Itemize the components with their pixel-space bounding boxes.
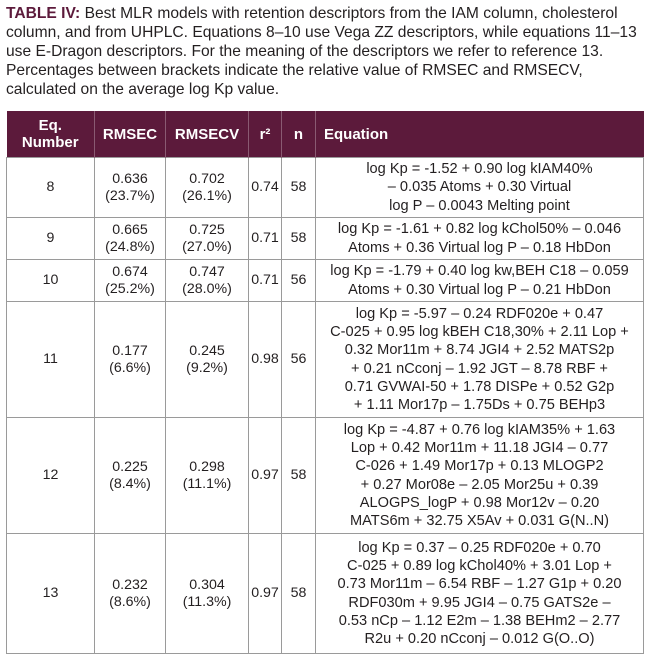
- r2-value: 0.74: [251, 179, 279, 195]
- rmsec-percent: (8.4%): [109, 475, 151, 492]
- cell-rmsecv: [166, 158, 249, 218]
- header-eq-number: Eq. Number: [7, 111, 95, 158]
- header-r2: r²: [249, 111, 282, 158]
- equation-line: log Kp = -1.61 + 0.82 log kChol50% – 0.046: [337, 221, 622, 238]
- table-row: [7, 218, 644, 260]
- cell-equation: [316, 302, 644, 418]
- equation-line: R2u + 0.20 nCconj – 0.012 G(O..O): [364, 631, 595, 648]
- cell-eq-number: [7, 302, 95, 418]
- table-header-row: [7, 111, 644, 158]
- table-caption: [6, 4, 642, 99]
- n-value: 58: [290, 585, 307, 601]
- rmsec-percent: (8.6%): [109, 593, 151, 610]
- header-rmsecv: RMSECV: [166, 111, 249, 158]
- cell-rmsecv: [166, 218, 249, 260]
- rmsec-value: 0.232: [112, 576, 148, 593]
- rmsec-value: 0.225: [112, 458, 148, 475]
- rmsec-value: 0.665: [112, 221, 148, 238]
- equation-line: 0.71 GVWAI-50 + 1.78 DISPe + 0.52 G2p: [344, 378, 615, 395]
- cell-rmsec: [95, 260, 166, 302]
- cell-equation: [316, 260, 644, 302]
- cell-r2: [249, 260, 282, 302]
- n-value: 58: [290, 230, 307, 246]
- rmsecv-percent: (27.0%): [182, 238, 232, 255]
- cell-eq-number: [7, 158, 95, 218]
- rmsecv-percent: (11.3%): [182, 593, 232, 610]
- cell-rmsec: [95, 534, 166, 654]
- equation-line: 0.53 nCp – 1.12 E2m – 1.38 BEHm2 – 2.77: [338, 612, 621, 629]
- r2-value: 0.97: [251, 467, 279, 483]
- cell-r2: [249, 218, 282, 260]
- equation-line: log Kp = -5.97 – 0.24 RDF020e + 0.47: [355, 305, 604, 322]
- rmsecv-value: 0.304: [189, 576, 225, 593]
- caption-text: Best MLR models with retention descriptors from the IAM column, cholesterol column, and from UHPLC. Equations 8–10 use Vega ZZ descriptors, while equations 11–13 use E-Dragon descriptors. For the meaning of the descriptors we refer to reference 13. Percentages between brackets indicate the relative value of RMSEC and RMSECV, calculated on the average log Kp value.: [6, 5, 637, 98]
- mlr-models-table: [6, 111, 644, 654]
- table-row: [7, 418, 644, 534]
- cell-equation: [316, 218, 644, 260]
- equation-line: 0.73 Mor11m – 6.54 RBF – 1.27 G1p + 0.20: [337, 576, 622, 593]
- n-value: 58: [290, 179, 307, 195]
- rmsec-percent: (6.6%): [109, 359, 151, 376]
- cell-rmsecv: [166, 534, 249, 654]
- rmsecv-value: 0.702: [189, 170, 225, 187]
- rmsec-percent: (23.7%): [105, 187, 155, 204]
- cell-r2: [249, 418, 282, 534]
- rmsecv-value: 0.725: [189, 221, 225, 238]
- cell-n: [282, 418, 316, 534]
- equation-line: – 0.035 Atoms + 0.30 Virtual: [387, 179, 572, 196]
- n-value: 56: [290, 272, 307, 288]
- eq-number: 10: [42, 272, 59, 288]
- cell-r2: [249, 158, 282, 218]
- r2-value: 0.71: [251, 230, 279, 246]
- equation-line: + 1.11 Mor17p – 1.75Ds + 0.75 BEHp3: [353, 397, 606, 414]
- equation-line: + 0.21 nCconj – 1.92 JGT – 8.78 RBF +: [351, 360, 608, 377]
- equation-line: C-026 + 1.49 Mor17p + 0.13 MLOGP2: [355, 458, 604, 475]
- cell-n: [282, 302, 316, 418]
- caption-label: TABLE IV:: [6, 5, 81, 22]
- header-equation: Equation: [316, 111, 644, 158]
- equation-line: MATS6m + 32.75 X5Av + 0.031 G(N..N): [349, 513, 610, 530]
- eq-number: 12: [42, 467, 59, 483]
- cell-rmsecv: [166, 302, 249, 418]
- eq-number: 13: [42, 585, 59, 601]
- cell-eq-number: [7, 418, 95, 534]
- cell-r2: [249, 534, 282, 654]
- cell-rmsecv: [166, 260, 249, 302]
- equation-line: log Kp = -4.87 + 0.76 log kIAM35% + 1.63: [343, 421, 616, 438]
- cell-equation: [316, 534, 644, 654]
- cell-rmsecv: [166, 418, 249, 534]
- equation-line: 0.32 Mor11m + 8.74 JGI4 + 2.52 MATS2p: [344, 342, 615, 359]
- eq-number: 8: [46, 179, 55, 195]
- cell-rmsec: [95, 302, 166, 418]
- equation-line: Lop + 0.42 Mor11m + 11.18 JGI4 – 0.77: [350, 439, 609, 456]
- table-row: [7, 158, 644, 218]
- r2-value: 0.71: [251, 272, 279, 288]
- rmsecv-percent: (9.2%): [186, 359, 228, 376]
- rmsec-value: 0.177: [112, 342, 148, 359]
- equation-line: log P – 0.0043 Melting point: [389, 197, 570, 214]
- equation-line: ALOGPS_logP + 0.98 Mor12v – 0.20: [359, 494, 600, 511]
- cell-equation: [316, 158, 644, 218]
- rmsec-value: 0.674: [112, 263, 148, 280]
- table-row: [7, 534, 644, 654]
- header-rmsec: RMSEC: [95, 111, 166, 158]
- rmsec-percent: (25.2%): [105, 280, 155, 297]
- rmsecv-percent: (28.0%): [182, 280, 232, 297]
- rmsecv-percent: (11.1%): [182, 475, 232, 492]
- equation-line: C-025 + 0.95 log kBEH C18,30% + 2.11 Lop +: [330, 323, 629, 340]
- equation-line: log Kp = 0.37 – 0.25 RDF020e + 0.70: [358, 539, 601, 556]
- cell-n: [282, 218, 316, 260]
- equation-line: log Kp = -1.52 + 0.90 log kIAM40%: [366, 161, 593, 178]
- cell-equation: [316, 418, 644, 534]
- equation-line: Atoms + 0.30 Virtual log P – 0.21 HbDon: [348, 281, 611, 298]
- r2-value: 0.97: [251, 585, 279, 601]
- table-row: [7, 302, 644, 418]
- n-value: 56: [290, 351, 307, 367]
- equation-line: + 0.27 Mor08e – 2.05 Mor25u + 0.39: [360, 476, 599, 493]
- r2-value: 0.98: [251, 351, 279, 367]
- rmsec-percent: (24.8%): [105, 238, 155, 255]
- rmsec-value: 0.636: [112, 170, 148, 187]
- cell-rmsec: [95, 218, 166, 260]
- rmsecv-value: 0.747: [189, 263, 225, 280]
- equation-line: Atoms + 0.36 Virtual log P – 0.18 HbDon: [348, 239, 611, 256]
- cell-r2: [249, 302, 282, 418]
- header-n: n: [282, 111, 316, 158]
- rmsecv-value: 0.245: [189, 342, 225, 359]
- cell-n: [282, 534, 316, 654]
- cell-eq-number: [7, 260, 95, 302]
- eq-number: 11: [43, 351, 58, 367]
- cell-n: [282, 260, 316, 302]
- cell-eq-number: [7, 218, 95, 260]
- equation-line: RDF030m + 9.95 JGI4 – 0.75 GATS2e –: [348, 594, 611, 611]
- equation-line: C-025 + 0.89 log kChol40% + 3.01 Lop +: [347, 557, 612, 574]
- eq-number: 9: [46, 230, 55, 246]
- table-row: [7, 260, 644, 302]
- rmsecv-percent: (26.1%): [182, 187, 232, 204]
- cell-rmsec: [95, 418, 166, 534]
- cell-n: [282, 158, 316, 218]
- cell-eq-number: [7, 534, 95, 654]
- cell-rmsec: [95, 158, 166, 218]
- n-value: 58: [290, 467, 307, 483]
- rmsecv-value: 0.298: [189, 458, 225, 475]
- equation-line: log Kp = -1.79 + 0.40 log kw,BEH C18 – 0.059: [330, 263, 629, 280]
